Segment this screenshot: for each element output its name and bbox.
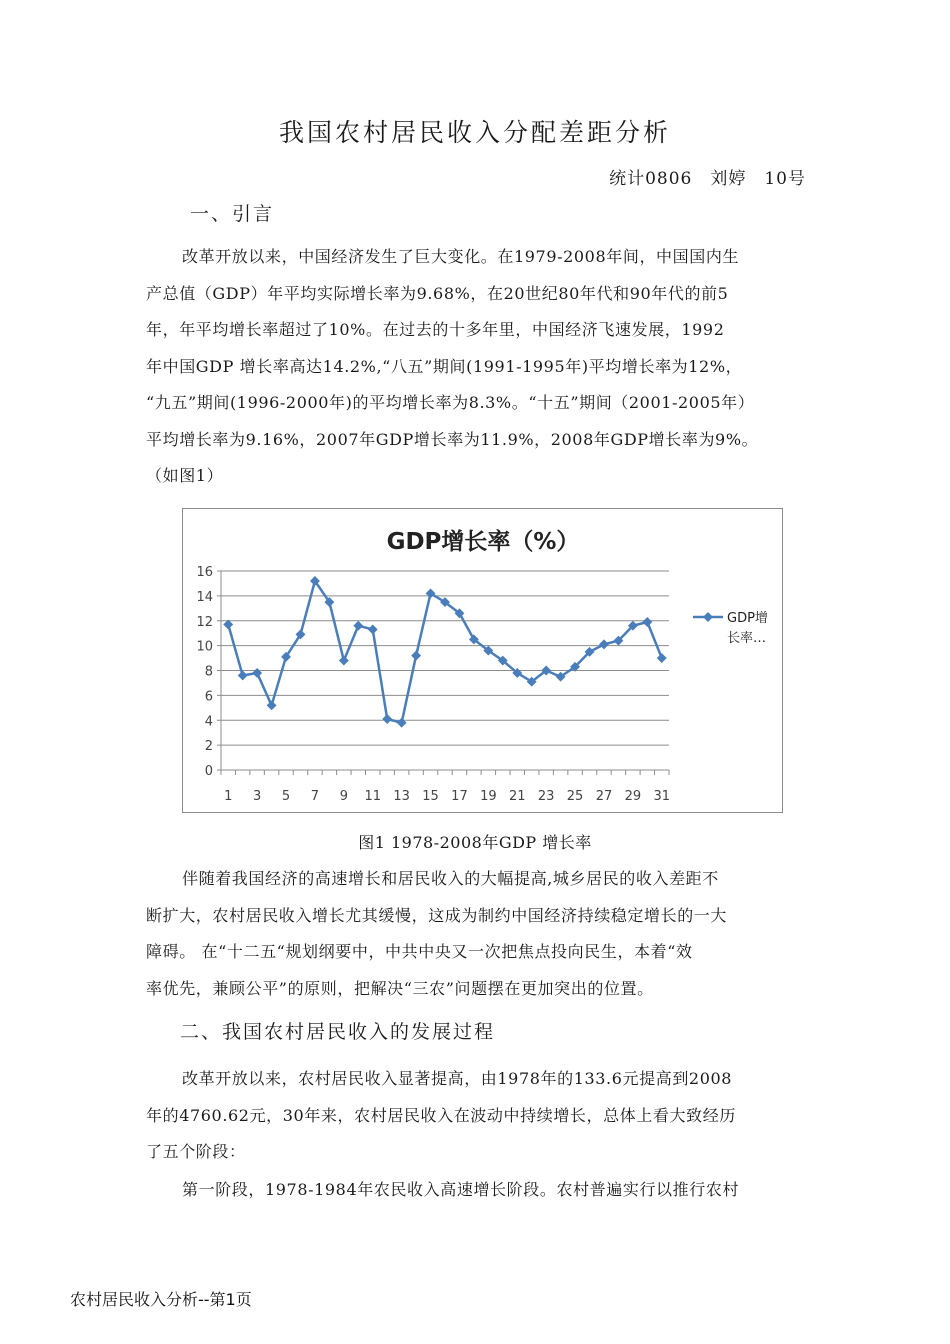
paragraph-line: 障碍。 在“十二五“规划纲要中，中共中央又一次把焦点投向民生，本着“效	[146, 942, 693, 961]
data-point	[642, 617, 652, 627]
figure-caption: 图1 1978-2008年GDP 增长率	[358, 833, 592, 852]
intro-line: 平均增长率为9.16%，2007年GDP增长率为11.9%，2008年GDP增长率为9%。	[146, 429, 759, 449]
data-point	[267, 700, 277, 710]
paragraph-line: 了五个阶段：	[146, 1142, 246, 1161]
paragraph-stage-one	[146, 1172, 810, 1209]
data-point	[339, 656, 349, 666]
legend-diamond-marker	[703, 612, 713, 622]
y-tick-label: 0	[204, 764, 213, 779]
intro-line: 产总值（GDP）年平均实际增长率为9.68%，在20世纪80年代和90年代的前5	[146, 283, 729, 303]
chart-title: GDP增长率（%）	[386, 529, 580, 555]
section-heading-development: 二、我国农村居民收入的发展过程	[180, 1021, 496, 1043]
x-tick-label: 15	[422, 789, 439, 804]
y-tick-label: 12	[196, 614, 213, 630]
intro-line: （如图1）	[146, 466, 224, 485]
paragraph-line: 第一阶段，1978-1984年农民收入高速增长阶段。农村普遍实行以推行农村	[182, 1180, 740, 1199]
x-tick-label: 11	[364, 789, 382, 804]
intro-line: “九五”期间(1996-2000年)的平均增长率为8.3%。“十五”期间（2001-2005年）	[146, 393, 755, 412]
chart-legend	[693, 611, 768, 646]
x-tick-label: 17	[451, 789, 468, 804]
data-point	[382, 714, 392, 724]
x-tick-label: 25	[566, 789, 584, 804]
x-tick-label: 21	[508, 789, 526, 804]
paragraph-line: 伴随着我国经济的高速增长和居民收入的大幅提高,城乡居民的收入差距不	[182, 869, 719, 888]
data-point	[397, 718, 407, 728]
x-tick-label: 23	[537, 789, 555, 804]
y-tick-label: 2	[204, 739, 213, 755]
x-tick-label: 19	[480, 789, 497, 804]
x-tick-label: 13	[393, 789, 410, 804]
paragraph-line: 年的4760.62元，30年来，农村居民收入在波动中持续增长，总体上看大致经历	[146, 1105, 736, 1125]
x-axis-tick-labels	[224, 789, 670, 804]
y-tick-label: 10	[196, 639, 213, 655]
y-tick-label: 4	[204, 714, 213, 730]
y-axis-tick-labels	[196, 565, 213, 779]
legend-label-line-2: 长率…	[727, 631, 767, 646]
data-point	[368, 625, 378, 635]
y-tick-label: 14	[196, 589, 213, 605]
x-tick-label: 31	[653, 789, 671, 804]
x-tick-label: 29	[624, 789, 642, 804]
intro-line: 改革开放以来，中国经济发生了巨大变化。在1979-2008年间，中国国内生	[182, 247, 740, 266]
section-heading-intro: 一、引言	[190, 203, 275, 225]
data-point	[353, 621, 363, 631]
byline-name: 刘婷	[710, 169, 747, 189]
byline-number: 10号	[764, 169, 806, 189]
chart-svg	[183, 509, 784, 814]
x-tick-label: 9	[339, 789, 348, 804]
x-tick-label: 1	[224, 789, 233, 804]
gdp-growth-chart	[182, 508, 783, 813]
data-point	[411, 651, 421, 661]
page-footer: 农村居民收入分析--第1页	[70, 1290, 252, 1309]
intro-line: 年，年平均增长率超过了10%。在过去的十多年里，中国经济飞速发展，1992	[146, 320, 725, 339]
y-tick-label: 6	[204, 689, 213, 705]
series-gdp-growth	[223, 576, 666, 728]
y-tick-label: 16	[196, 565, 213, 580]
y-tick-label: 8	[204, 664, 213, 680]
x-tick-label: 5	[281, 789, 291, 804]
x-tick-label: 3	[252, 789, 262, 804]
x-tick-label: 27	[595, 789, 613, 804]
intro-paragraph	[146, 239, 810, 495]
x-tick-label: 7	[310, 789, 320, 804]
paragraph-income-gap	[146, 861, 810, 1007]
document-title: 我国农村居民收入分配差距分析	[278, 118, 671, 147]
data-point	[252, 668, 262, 678]
paragraph-line: 改革开放以来，农村居民收入显著提高，由1978年的133.6元提高到2008	[182, 1069, 733, 1088]
paragraph-line: 断扩大，农村居民收入增长尤其缓慢，这成为制约中国经济持续稳定增长的一大	[146, 905, 728, 925]
data-point	[657, 653, 667, 663]
data-point	[599, 639, 609, 649]
author-byline	[609, 164, 806, 189]
paragraph-line: 率优先，兼顾公平”的原则，把解决“三农”问题摆在更加突出的位置。	[146, 978, 654, 998]
paragraph-development	[146, 1061, 810, 1171]
data-point	[238, 671, 248, 681]
byline-class: 统计0806	[609, 169, 693, 189]
intro-line: 年中国GDP 增长率高达14.2%,“八五”期间(1991-1995年)平均增长率为12%，	[146, 356, 743, 376]
legend-label-line-1: GDP增	[727, 611, 768, 626]
